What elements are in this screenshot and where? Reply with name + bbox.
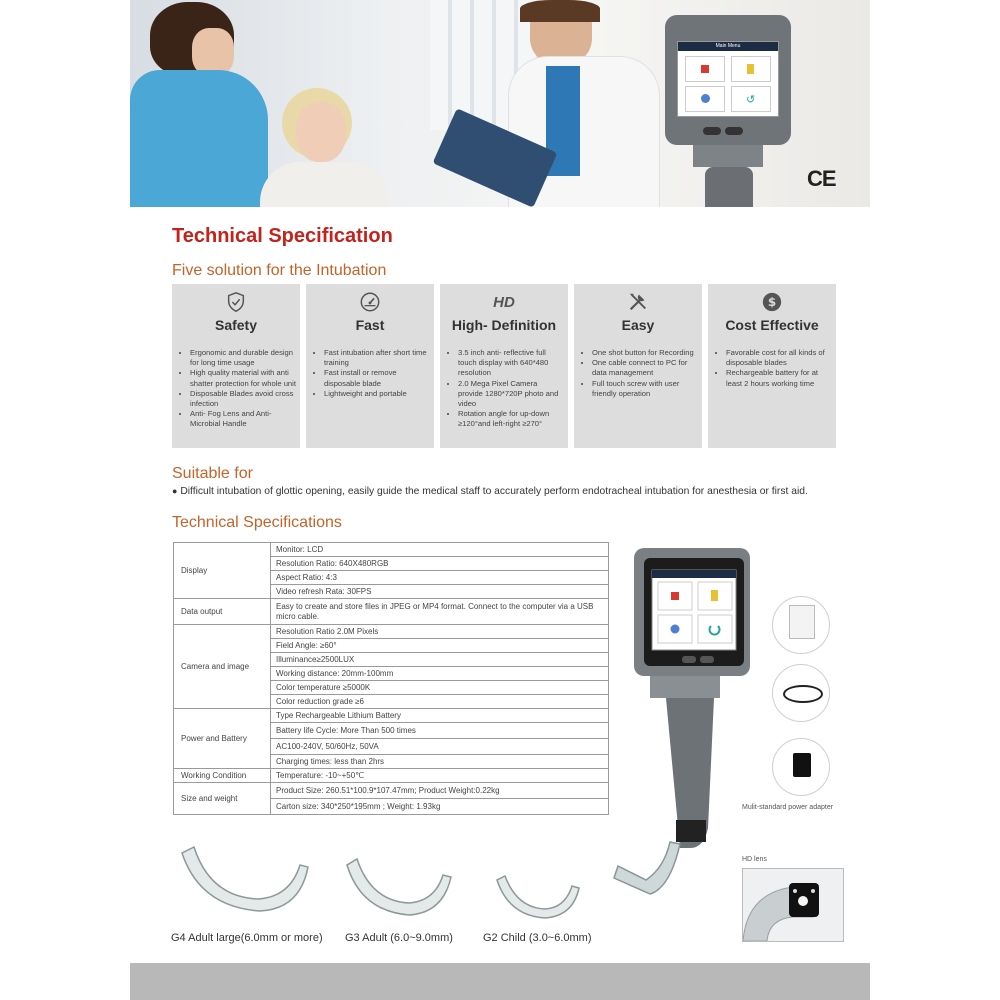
spec-value: Monitor: LCD (271, 543, 609, 557)
feature-card-title: Fast (355, 317, 385, 333)
feature-card-safety (172, 284, 300, 448)
manual-accessory-image (772, 596, 830, 654)
list-item: • Fast intubation after short time training (324, 348, 430, 368)
spec-value: Product Size: 260.51*100.9*107.47mm; Product Weight:0.22kg (271, 783, 609, 799)
dollar-coin-icon (708, 291, 836, 315)
feature-card-list (448, 348, 564, 430)
suitable-text-row (172, 486, 808, 497)
hd-icon (440, 291, 568, 315)
shield-check-icon (172, 291, 300, 315)
list-item: • Favorable cost for all kinds of disposable blades (726, 348, 832, 368)
blade-g3-caption: G3 Adult (6.0~9.0mm) (345, 932, 453, 944)
tech-specs-heading: Technical Specifications (172, 514, 342, 531)
five-solution-heading: Five solution for the Intubation (172, 262, 387, 279)
table-row (174, 543, 609, 557)
spec-category: Camera and image (174, 625, 271, 709)
blade-g2-image (495, 874, 583, 924)
hero-patient-photo (260, 80, 400, 207)
spec-category: Power and Battery (174, 709, 271, 769)
feature-card-title: Safety (214, 317, 258, 333)
list-item: • 3.5 inch anti- reflective full touch display with 640*480 resolution (458, 348, 564, 379)
spec-value: Aspect Ratio: 4:3 (271, 571, 609, 585)
list-item: • Lightweight and portable (324, 389, 430, 399)
spec-value: Video refresh Rata: 30FPS (271, 585, 609, 599)
blade-g4-image (180, 845, 312, 920)
videolaryngoscope-product-image (610, 548, 760, 903)
spec-value: Field Angle: ≥60° (271, 639, 609, 653)
hero-banner (130, 0, 870, 207)
feature-card-easy (574, 284, 702, 448)
list-item: • High quality material with anti shatter protection for whole unit (190, 368, 296, 388)
cable-accessory-image (772, 664, 830, 722)
feature-card-list (314, 348, 430, 399)
blade-g2-caption: G2 Child (3.0~6.0mm) (483, 932, 592, 944)
list-item: • Anti- Fog Lens and Anti-Microbial Handle (190, 409, 296, 429)
hero-doctor-photo (460, 0, 660, 207)
spec-value: Temperature: -10~+50℃ (271, 769, 609, 783)
spec-value: Charging times: less than 2hrs (271, 755, 609, 769)
list-item: • Fast install or remove disposable blade (324, 368, 430, 388)
list-item: • Ergonomic and durable design for long time usage (190, 348, 296, 368)
hd-lens-image (742, 868, 844, 942)
spec-category: Working Condition (174, 769, 271, 783)
spec-value: Resolution Ratio: 640X480RGB (271, 557, 609, 571)
footer-bar (130, 963, 870, 1000)
blade-g4-caption: G4 Adult large(6.0mm or more) (171, 932, 323, 944)
spec-value: Color reduction grade ≥6 (271, 695, 609, 709)
spec-table (173, 542, 609, 815)
svg-text:$: $ (767, 295, 777, 310)
hero-device-screen: Main Menu ↺ (677, 41, 779, 117)
table-row (174, 709, 609, 723)
spec-value: Carton size: 340*250*195mm ; Weight: 1.93kg (271, 799, 609, 815)
feature-card-fast (306, 284, 434, 448)
spec-value: Easy to create and store files in JPEG or MP4 format. Connect to the computer via a USB micro cable. (271, 599, 609, 625)
feature-card-high-definition (440, 284, 568, 448)
feature-card-cost-effective (708, 284, 836, 448)
table-row (174, 625, 609, 639)
feature-card-title: Cost Effective (725, 317, 819, 333)
feature-card-title: High- Definition (451, 317, 557, 333)
spec-value: Resolution Ratio 2.0M Pixels (271, 625, 609, 639)
list-item: • 2.0 Mega Pixel Camera provide 1280*720P photo and video (458, 379, 564, 410)
list-item: • One shot button for Recording (592, 348, 698, 358)
power-adapter-caption: Mulit-standard power adapter (742, 804, 834, 811)
feature-card-list (180, 348, 296, 430)
feature-card-list (716, 348, 832, 389)
spec-value: Working distance: 20mm-100mm (271, 667, 609, 681)
suitable-heading: Suitable for (172, 465, 253, 482)
ce-mark: CE (807, 166, 836, 191)
feature-card-title: Easy (621, 317, 655, 333)
speedometer-icon (306, 291, 434, 315)
tools-icon (574, 291, 702, 315)
list-item: • Disposable Blades avoid cross infection (190, 389, 296, 409)
hero-videolaryngoscope-device (665, 15, 793, 207)
hd-lens-caption: HD lens (742, 856, 767, 863)
power-adapter-accessory-image (772, 738, 830, 796)
table-row (174, 599, 609, 625)
list-item: • Rechargeable battery for at least 2 hours working time (726, 368, 832, 388)
spec-value: Color temperature ≥5000K (271, 681, 609, 695)
spec-category: Size and weight (174, 783, 271, 815)
feature-card-list (582, 348, 698, 399)
list-item: • One cable connect to PC for data management (592, 358, 698, 378)
spec-value: Type Rechargeable Lithium Battery (271, 709, 609, 723)
table-row (174, 783, 609, 799)
hero-nurse-photo (130, 0, 270, 207)
table-row (174, 769, 609, 783)
blade-g3-image (345, 857, 455, 922)
device-menu-title: Main Menu (678, 42, 778, 51)
bullet-dot-icon: ● (172, 486, 178, 496)
list-item: • Full touch screw with user friendly operation (592, 379, 698, 399)
page-title: Technical Specification (172, 225, 393, 247)
spec-value: AC100-240V, 50/60Hz, 50VA (271, 739, 609, 755)
spec-value: Illuminance≥2500LUX (271, 653, 609, 667)
hd-icon-text: HD (493, 294, 515, 311)
suitable-text: Difficult intubation of glottic opening, easily guide the medical staff to accurately perform endotracheal intubation for anesthesia or first aid. (180, 486, 808, 497)
spec-value: Battery life Cycle: More Than 500 times (271, 723, 609, 739)
list-item: • Rotation angle for up-down ≥120°and left-right ≥270° (458, 409, 564, 429)
spec-category: Display (174, 543, 271, 599)
spec-category: Data output (174, 599, 271, 625)
